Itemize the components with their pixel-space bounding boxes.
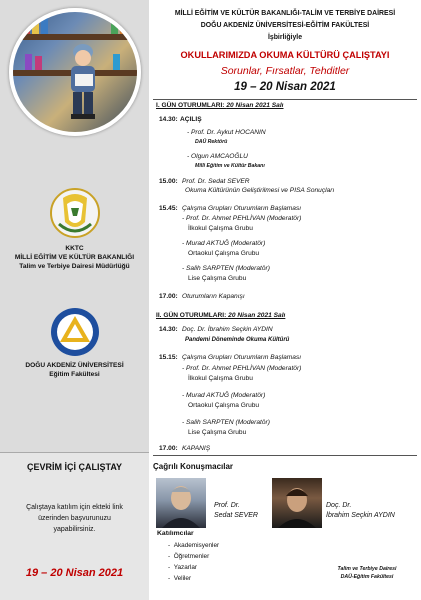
book	[35, 56, 42, 70]
day1-time-opening: 14.30:	[159, 116, 178, 123]
day1-opening-label: AÇILIŞ	[180, 116, 202, 123]
day2-time-closing: 17.00:	[159, 445, 178, 452]
day1-group2-moderator: - Murad AKTUĞ (Moderatör)	[182, 240, 266, 247]
divider	[153, 99, 417, 100]
participant-label: Akademisyenler	[173, 542, 220, 549]
dau-line2: Eğitim Fakültesi	[49, 371, 100, 378]
footer-line1: Talim ve Terbiye Dairesi	[337, 566, 397, 572]
book	[32, 20, 39, 34]
day1-groups-label: Çalışma Grupları Oturumların Başlaması	[182, 205, 302, 212]
event-subtitle: Sorunlar, Fırsatlar, Tehditler	[220, 65, 350, 77]
day2-closing-label: KAPANIŞ	[182, 445, 211, 452]
day1-time-closing: 17.00:	[159, 293, 178, 300]
speaker1-title: Prof. Dr.	[214, 502, 240, 509]
speaker2-photo	[272, 478, 322, 528]
book	[25, 54, 32, 70]
online-line2: üzerinden başvurunuzu	[38, 515, 111, 522]
day1-closing-label: Oturumların Kapanışı	[182, 293, 245, 300]
day2-group1-moderator: - Prof. Dr. Ahmet PEHLİVAN (Moderatör)	[182, 365, 302, 372]
participants-title: Katılımcılar	[157, 530, 194, 537]
kktc-line3: Talim ve Terbiye Dairesi Müdürlüğü	[19, 263, 130, 270]
day1-speaker1-role: DAÜ Rektörü	[195, 139, 228, 145]
day2-groups-label: Çalışma Grupları Oturumların Başlaması	[182, 354, 302, 361]
online-date: 19 – 20 Nisan 2021	[25, 567, 124, 579]
day1-speaker2-name: - Olgun AMCAOĞLU	[187, 153, 248, 160]
organizer-ministry: MİLLİ EĞİTİM VE KÜLTÜR BAKANLIĞI-TALİM VE TERBİYE DAİRESİ	[174, 10, 396, 17]
book	[120, 18, 127, 34]
dau-logo-icon	[50, 306, 100, 358]
kktc-emblem-icon	[49, 186, 101, 240]
day1-group3-name: Lise Çalışma Grubu	[188, 275, 247, 282]
day2-group2-moderator: - Murad AKTUĞ (Moderatör)	[182, 392, 266, 399]
online-instructions	[8, 502, 141, 535]
speakers-title: Çağrılı Konuşmacılar	[153, 462, 234, 471]
speaker1-photo	[156, 478, 206, 528]
reading-child-photo	[9, 8, 141, 136]
book	[41, 17, 48, 34]
day1-keynote-speaker: Prof. Dr. Sedat SEVER	[182, 178, 250, 185]
participant-item: - Öğretmenler	[168, 553, 210, 560]
day1-speaker2-role: Milli Eğitim ve Kültür Bakanı	[195, 163, 265, 169]
day2-group2-name: Ortaokul Çalışma Grubu	[188, 402, 260, 409]
participant-label: Öğretmenler	[173, 553, 210, 560]
book	[113, 54, 120, 70]
participant-item: - Akademisyenler	[168, 542, 220, 549]
online-line3: yapabilirsiniz.	[53, 526, 96, 533]
divider	[153, 455, 417, 456]
organizer-university: DOĞU AKDENİZ ÜNİVERSİTESİ-EĞİTİM FAKÜLTESİ	[200, 22, 370, 29]
day2-heading	[156, 312, 285, 320]
day1-heading-label: I. GÜN OTURUMLARI:	[156, 102, 227, 109]
day1-time-keynote: 15.00:	[159, 178, 178, 185]
day2-time-groups: 15.15:	[159, 354, 178, 361]
cooperation-label: İşbirliğiyle	[267, 34, 303, 41]
event-title: OKULLARIMIZDA OKUMA KÜLTÜRÜ ÇALIŞTAYI	[180, 50, 390, 60]
day1-group3-moderator: - Salih SARPTEN (Moderatör)	[182, 265, 270, 272]
speaker1-name: Sedat SEVER	[214, 512, 258, 519]
day2-keynote-speaker: Doç. Dr. İbrahim Seçkin AYDIN	[182, 326, 273, 333]
online-title: ÇEVRİM İÇİ ÇALIŞTAY	[26, 462, 122, 472]
day1-keynote-topic: Okuma Kültürünün Geliştirilmesi ve PISA Sonuçları	[185, 187, 335, 194]
day2-heading-label: II. GÜN OTURUMLARI:	[156, 312, 229, 319]
kktc-line1: KKTC	[65, 245, 84, 252]
online-line1: Çalıştaya katılım için ekteki link	[26, 504, 123, 511]
dau-caption	[4, 361, 145, 379]
kktc-line2: MİLLİ EĞİTİM VE KÜLTÜR BAKANLIĞI	[14, 254, 135, 261]
day2-group3-name: Lise Çalışma Grubu	[188, 429, 247, 436]
book	[23, 18, 30, 34]
participant-label: Yazarlar	[173, 564, 198, 571]
participant-item: - Yazarlar	[168, 564, 198, 571]
day1-heading	[156, 102, 284, 110]
footer-line2: DAÜ-Eğitim Fakültesi	[340, 574, 394, 580]
day1-heading-date: 20 Nisan 2021 Salı	[226, 102, 284, 109]
event-date: 19 – 20 Nisan 2021	[234, 81, 336, 93]
day1-group2-name: Ortaokul Çalışma Grubu	[188, 250, 260, 257]
day2-heading-date: 20 Nisan 2021 Salı	[228, 312, 286, 319]
participant-label: Veliler	[173, 575, 192, 582]
day1-speaker1-name: - Prof. Dr. Aykut HOCANIN	[187, 129, 266, 136]
book	[111, 19, 118, 34]
dau-line1: DOĞU AKDENİZ ÜNİVERSİTESİ	[25, 362, 124, 369]
day2-group1-name: İlkokul Çalışma Grubu	[188, 375, 253, 382]
day2-time-keynote: 14.30:	[159, 326, 178, 333]
day1-group1-moderator: - Prof. Dr. Ahmet PEHLİVAN (Moderatör)	[182, 215, 302, 222]
person-icon	[156, 478, 206, 528]
participant-item: - Veliler	[168, 575, 192, 582]
bookshelf	[13, 34, 137, 40]
day2-group3-moderator: - Salih SARPTEN (Moderatör)	[182, 419, 270, 426]
person-icon	[272, 478, 322, 528]
speaker2-title: Doç. Dr.	[326, 502, 352, 509]
speaker2-name: İbrahim Seçkin AYDIN	[326, 512, 395, 519]
kktc-caption	[4, 244, 145, 271]
child-figure	[61, 42, 105, 120]
day1-time-groups: 15.45:	[159, 205, 178, 212]
day2-keynote-topic: Pandemi Döneminde Okuma Kültürü	[185, 337, 290, 343]
day1-group1-name: İlkokul Çalışma Grubu	[188, 225, 253, 232]
